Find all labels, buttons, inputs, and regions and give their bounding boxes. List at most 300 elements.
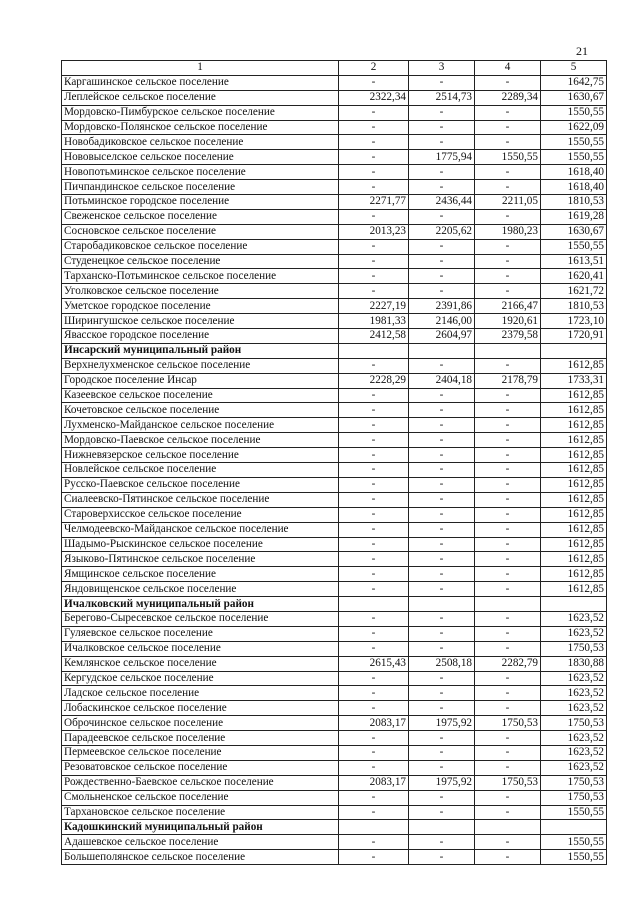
- value-col4-cell: -: [475, 358, 541, 373]
- value-col5-cell: 1612,85: [541, 582, 607, 597]
- value-col4-cell: -: [475, 567, 541, 582]
- table-row: [62, 745, 607, 760]
- table-row: [62, 463, 607, 478]
- value-col3-cell: 1975,92: [409, 716, 475, 731]
- table-row: [62, 239, 607, 254]
- table-row: [62, 731, 607, 746]
- table-row: [62, 299, 607, 314]
- value-col5-cell: 1810,53: [541, 299, 607, 314]
- value-col3-cell: -: [409, 120, 475, 135]
- settlement-name-cell: Уметское городское поселение: [62, 299, 339, 314]
- value-col5-cell: 1550,55: [541, 105, 607, 120]
- value-col5-cell: 1733,31: [541, 373, 607, 388]
- value-col4-cell: -: [475, 582, 541, 597]
- value-col2-cell: -: [339, 611, 409, 626]
- settlement-name-cell: Рождественно-Баевское сельское поселение: [62, 775, 339, 790]
- value-col5-cell: 1613,51: [541, 254, 607, 269]
- value-col5-cell: 1618,40: [541, 165, 607, 180]
- value-col3-cell: -: [409, 180, 475, 195]
- section-header-row: [62, 597, 607, 612]
- value-col5-cell: 1612,85: [541, 433, 607, 448]
- value-col5-cell: 1550,55: [541, 835, 607, 850]
- value-col5-cell: 1612,85: [541, 492, 607, 507]
- value-col4-cell: -: [475, 254, 541, 269]
- value-col2-cell: -: [339, 150, 409, 165]
- value-col5-cell: 1612,85: [541, 507, 607, 522]
- table-row: [62, 433, 607, 448]
- value-col5-cell: 1810,53: [541, 195, 607, 210]
- value-col2-cell: -: [339, 418, 409, 433]
- settlement-name-cell: Ямщинское сельское поселение: [62, 567, 339, 582]
- settlement-name-cell: Тарханско-Потьминское сельское поселение: [62, 269, 339, 284]
- value-col4-cell: 1750,53: [475, 716, 541, 731]
- value-col4-cell: 2289,34: [475, 90, 541, 105]
- value-col4-cell: -: [475, 835, 541, 850]
- value-col2-cell: -: [339, 448, 409, 463]
- settlement-name-cell: Сиалеевско-Пятинское сельское поселение: [62, 492, 339, 507]
- value-col2-cell: [339, 597, 409, 612]
- value-col5-cell: 1612,85: [541, 418, 607, 433]
- section-header-row: [62, 343, 607, 358]
- value-col4-cell: -: [475, 418, 541, 433]
- settlement-name-cell: Резоватовское сельское поселение: [62, 760, 339, 775]
- value-col5-cell: 1630,67: [541, 224, 607, 239]
- value-col5-cell: 1612,85: [541, 448, 607, 463]
- value-col3-cell: 2436,44: [409, 195, 475, 210]
- settlement-name-cell: Ичалковский муниципальный район: [62, 597, 339, 612]
- value-col2-cell: -: [339, 284, 409, 299]
- value-col3-cell: -: [409, 135, 475, 150]
- table-row: [62, 686, 607, 701]
- value-col4-cell: 2379,58: [475, 329, 541, 344]
- value-col4-cell: -: [475, 180, 541, 195]
- settlement-name-cell: Шадымо-Рыскинское сельское поселение: [62, 537, 339, 552]
- table-row: [62, 656, 607, 671]
- value-col4-cell: -: [475, 284, 541, 299]
- value-col4-cell: 2211,05: [475, 195, 541, 210]
- settlement-name-cell: Леплейское сельское поселение: [62, 90, 339, 105]
- table-body: [62, 75, 607, 864]
- table-row: [62, 403, 607, 418]
- settlement-name-cell: Ладское сельское поселение: [62, 686, 339, 701]
- value-col3-cell: -: [409, 552, 475, 567]
- value-col4-cell: -: [475, 477, 541, 492]
- value-col2-cell: [339, 820, 409, 835]
- table-row: [62, 358, 607, 373]
- value-col5-cell: 1750,53: [541, 716, 607, 731]
- table-row: [62, 522, 607, 537]
- settlement-name-cell: Кемлянское сельское поселение: [62, 656, 339, 671]
- value-col2-cell: -: [339, 239, 409, 254]
- value-col2-cell: -: [339, 403, 409, 418]
- value-col5-cell: 1612,85: [541, 552, 607, 567]
- value-col3-cell: -: [409, 358, 475, 373]
- value-col4-cell: -: [475, 507, 541, 522]
- value-col4-cell: -: [475, 537, 541, 552]
- value-col4-cell: -: [475, 165, 541, 180]
- value-col5-cell: 1750,53: [541, 641, 607, 656]
- table-row: [62, 269, 607, 284]
- value-col2-cell: -: [339, 760, 409, 775]
- value-col3-cell: -: [409, 790, 475, 805]
- table-row: [62, 582, 607, 597]
- value-col2-cell: -: [339, 850, 409, 865]
- table-row: [62, 388, 607, 403]
- settlement-name-cell: Мордовско-Паевское сельское поселение: [62, 433, 339, 448]
- table-row: [62, 105, 607, 120]
- value-col3-cell: -: [409, 105, 475, 120]
- value-col3-cell: -: [409, 284, 475, 299]
- settlement-name-cell: Кергудское сельское поселение: [62, 671, 339, 686]
- table-row: [62, 195, 607, 210]
- settlement-name-cell: Казеевское сельское поселение: [62, 388, 339, 403]
- value-col3-cell: 2205,62: [409, 224, 475, 239]
- table-row: [62, 775, 607, 790]
- table-row: [62, 90, 607, 105]
- settlement-name-cell: Тархановское сельское поселение: [62, 805, 339, 820]
- settlement-name-cell: Берегово-Сыресевское сельское поселение: [62, 611, 339, 626]
- value-col5-cell: 1623,52: [541, 760, 607, 775]
- value-col5-cell: 1750,53: [541, 775, 607, 790]
- value-col5-cell: 1550,55: [541, 850, 607, 865]
- table-row: [62, 716, 607, 731]
- table-row: [62, 805, 607, 820]
- table-row: [62, 537, 607, 552]
- value-col2-cell: -: [339, 165, 409, 180]
- value-col2-cell: -: [339, 671, 409, 686]
- value-col5-cell: 1550,55: [541, 135, 607, 150]
- value-col5-cell: 1612,85: [541, 403, 607, 418]
- value-col3-cell: -: [409, 418, 475, 433]
- settlement-name-cell: Потьминское городское поселение: [62, 195, 339, 210]
- value-col4-cell: 2166,47: [475, 299, 541, 314]
- page-number: 21: [576, 44, 588, 58]
- value-col5-cell: 1619,28: [541, 209, 607, 224]
- settlement-name-cell: Уголковское сельское поселение: [62, 284, 339, 299]
- value-col3-cell: -: [409, 611, 475, 626]
- table-row: [62, 448, 607, 463]
- value-col2-cell: -: [339, 477, 409, 492]
- value-col4-cell: -: [475, 269, 541, 284]
- value-col3-cell: -: [409, 567, 475, 582]
- value-col2-cell: -: [339, 522, 409, 537]
- value-col5-cell: 1550,55: [541, 150, 607, 165]
- value-col3-cell: -: [409, 492, 475, 507]
- table-row: [62, 671, 607, 686]
- settlement-name-cell: Оброчинское сельское поселение: [62, 716, 339, 731]
- value-col3-cell: -: [409, 254, 475, 269]
- settlement-name-cell: Верхнелухменское сельское поселение: [62, 358, 339, 373]
- value-col3-cell: -: [409, 835, 475, 850]
- value-col4-cell: 1550,55: [475, 150, 541, 165]
- value-col2-cell: -: [339, 358, 409, 373]
- settlement-name-cell: Городское поселение Инсар: [62, 373, 339, 388]
- table-row: [62, 835, 607, 850]
- value-col4-cell: -: [475, 731, 541, 746]
- settlement-name-cell: Староверхисское сельское поселение: [62, 507, 339, 522]
- settlement-name-cell: Сосновское сельское поселение: [62, 224, 339, 239]
- value-col2-cell: -: [339, 254, 409, 269]
- value-col3-cell: -: [409, 433, 475, 448]
- settlement-name-cell: Пичпандинское сельское поселение: [62, 180, 339, 195]
- settlement-name-cell: Парадеевское сельское поселение: [62, 731, 339, 746]
- settlement-name-cell: Челмодеевско-Майданское сельское поселение: [62, 522, 339, 537]
- column-header-2: 2: [339, 61, 409, 76]
- value-col5-cell: 1720,91: [541, 329, 607, 344]
- value-col5-cell: 1750,53: [541, 790, 607, 805]
- table-row: [62, 611, 607, 626]
- value-col5-cell: [541, 597, 607, 612]
- settlement-name-cell: Мордовско-Полянское сельское поселение: [62, 120, 339, 135]
- value-col4-cell: -: [475, 686, 541, 701]
- value-col2-cell: 2227,19: [339, 299, 409, 314]
- value-col5-cell: 1618,40: [541, 180, 607, 195]
- value-col2-cell: -: [339, 492, 409, 507]
- value-col3-cell: -: [409, 731, 475, 746]
- table-row: [62, 850, 607, 865]
- value-col3-cell: -: [409, 626, 475, 641]
- value-col5-cell: 1550,55: [541, 805, 607, 820]
- value-col3-cell: -: [409, 75, 475, 90]
- value-col3-cell: 2604,97: [409, 329, 475, 344]
- table-row: [62, 760, 607, 775]
- settlement-name-cell: Явасское городское поселение: [62, 329, 339, 344]
- value-col2-cell: -: [339, 105, 409, 120]
- table-row: [62, 701, 607, 716]
- settlement-name-cell: Ичалковское сельское поселение: [62, 641, 339, 656]
- settlement-name-cell: Мордовско-Пимбурское сельское поселение: [62, 105, 339, 120]
- column-header-4: 4: [475, 61, 541, 76]
- table-row: [62, 150, 607, 165]
- value-col4-cell: -: [475, 641, 541, 656]
- value-col3-cell: -: [409, 537, 475, 552]
- value-col4-cell: 1750,53: [475, 775, 541, 790]
- settlement-name-cell: Студенецкое сельское поселение: [62, 254, 339, 269]
- value-col4-cell: -: [475, 790, 541, 805]
- table-header-row: [62, 61, 607, 76]
- value-col3-cell: -: [409, 403, 475, 418]
- settlement-name-cell: Старобадиковское сельское поселение: [62, 239, 339, 254]
- section-header-row: [62, 820, 607, 835]
- value-col3-cell: -: [409, 165, 475, 180]
- value-col5-cell: 1620,41: [541, 269, 607, 284]
- settlement-name-cell: Смольненское сельское поселение: [62, 790, 339, 805]
- value-col5-cell: 1550,55: [541, 239, 607, 254]
- value-col5-cell: 1623,52: [541, 701, 607, 716]
- value-col3-cell: 2391,86: [409, 299, 475, 314]
- value-col2-cell: -: [339, 209, 409, 224]
- value-col3-cell: -: [409, 448, 475, 463]
- settlement-name-cell: Ширингушское сельское поселение: [62, 314, 339, 329]
- value-col4-cell: -: [475, 463, 541, 478]
- value-col5-cell: 1612,85: [541, 537, 607, 552]
- settlement-name-cell: Адашевское сельское поселение: [62, 835, 339, 850]
- value-col5-cell: 1623,52: [541, 731, 607, 746]
- value-col4-cell: 2282,79: [475, 656, 541, 671]
- settlement-name-cell: Кадошкинский муниципальный район: [62, 820, 339, 835]
- settlement-name-cell: Нижневязерское сельское поселение: [62, 448, 339, 463]
- value-col3-cell: -: [409, 209, 475, 224]
- value-col2-cell: 2615,43: [339, 656, 409, 671]
- value-col3-cell: -: [409, 507, 475, 522]
- value-col2-cell: -: [339, 537, 409, 552]
- table-row: [62, 224, 607, 239]
- value-col2-cell: -: [339, 180, 409, 195]
- value-col4-cell: 2178,79: [475, 373, 541, 388]
- value-col3-cell: -: [409, 760, 475, 775]
- table-row: [62, 120, 607, 135]
- value-col4-cell: -: [475, 701, 541, 716]
- value-col5-cell: 1612,85: [541, 358, 607, 373]
- value-col2-cell: -: [339, 507, 409, 522]
- value-col4-cell: -: [475, 745, 541, 760]
- value-col2-cell: -: [339, 686, 409, 701]
- value-col3-cell: -: [409, 239, 475, 254]
- value-col2-cell: 2412,58: [339, 329, 409, 344]
- value-col3-cell: 2508,18: [409, 656, 475, 671]
- table-row: [62, 567, 607, 582]
- value-col2-cell: 2322,34: [339, 90, 409, 105]
- value-col2-cell: -: [339, 731, 409, 746]
- value-col4-cell: [475, 343, 541, 358]
- table-row: [62, 135, 607, 150]
- value-col5-cell: 1621,72: [541, 284, 607, 299]
- value-col3-cell: 2404,18: [409, 373, 475, 388]
- table-row: [62, 552, 607, 567]
- settlement-name-cell: Большеполянское сельское поселение: [62, 850, 339, 865]
- value-col2-cell: 2083,17: [339, 775, 409, 790]
- value-col3-cell: -: [409, 522, 475, 537]
- value-col2-cell: -: [339, 790, 409, 805]
- settlement-name-cell: Гуляевское сельское поселение: [62, 626, 339, 641]
- value-col2-cell: -: [339, 75, 409, 90]
- value-col2-cell: -: [339, 552, 409, 567]
- table-row: [62, 641, 607, 656]
- value-col2-cell: -: [339, 135, 409, 150]
- value-col4-cell: -: [475, 626, 541, 641]
- value-col5-cell: 1642,75: [541, 75, 607, 90]
- value-col3-cell: [409, 820, 475, 835]
- value-col3-cell: 1775,94: [409, 150, 475, 165]
- value-col2-cell: -: [339, 626, 409, 641]
- table-row: [62, 180, 607, 195]
- table-row: [62, 626, 607, 641]
- value-col4-cell: [475, 597, 541, 612]
- value-col3-cell: 2514,73: [409, 90, 475, 105]
- value-col5-cell: 1612,85: [541, 477, 607, 492]
- value-col3-cell: -: [409, 850, 475, 865]
- value-col2-cell: 2013,23: [339, 224, 409, 239]
- value-col3-cell: -: [409, 745, 475, 760]
- value-col4-cell: -: [475, 850, 541, 865]
- value-col4-cell: -: [475, 239, 541, 254]
- value-col3-cell: -: [409, 477, 475, 492]
- table-row: [62, 314, 607, 329]
- value-col4-cell: -: [475, 209, 541, 224]
- value-col3-cell: 1975,92: [409, 775, 475, 790]
- settlement-name-cell: Лухменско-Майданское сельское поселение: [62, 418, 339, 433]
- table-row: [62, 477, 607, 492]
- value-col3-cell: -: [409, 269, 475, 284]
- value-col4-cell: -: [475, 552, 541, 567]
- value-col4-cell: -: [475, 760, 541, 775]
- value-col5-cell: 1630,67: [541, 90, 607, 105]
- value-col4-cell: -: [475, 105, 541, 120]
- value-col5-cell: 1623,52: [541, 611, 607, 626]
- value-col2-cell: -: [339, 701, 409, 716]
- value-col4-cell: -: [475, 75, 541, 90]
- value-col5-cell: 1612,85: [541, 388, 607, 403]
- value-col2-cell: -: [339, 433, 409, 448]
- settlement-name-cell: Новобадиковское сельское поселение: [62, 135, 339, 150]
- settlement-name-cell: Свеженское сельское поселение: [62, 209, 339, 224]
- table-row: [62, 492, 607, 507]
- value-col5-cell: 1612,85: [541, 463, 607, 478]
- value-col4-cell: -: [475, 671, 541, 686]
- settlement-name-cell: Кочетовское сельское поселение: [62, 403, 339, 418]
- value-col2-cell: 2083,17: [339, 716, 409, 731]
- value-col4-cell: 1920,61: [475, 314, 541, 329]
- value-col5-cell: 1623,52: [541, 686, 607, 701]
- value-col2-cell: -: [339, 835, 409, 850]
- table-row: [62, 209, 607, 224]
- value-col2-cell: 2228,29: [339, 373, 409, 388]
- value-col3-cell: -: [409, 671, 475, 686]
- value-col3-cell: -: [409, 701, 475, 716]
- value-col2-cell: -: [339, 269, 409, 284]
- value-col2-cell: -: [339, 388, 409, 403]
- value-col5-cell: [541, 343, 607, 358]
- value-col5-cell: 1623,52: [541, 626, 607, 641]
- settlement-name-cell: Лобаскинское сельское поселение: [62, 701, 339, 716]
- value-col4-cell: [475, 820, 541, 835]
- settlement-name-cell: Языково-Пятинское сельское поселение: [62, 552, 339, 567]
- value-col3-cell: -: [409, 641, 475, 656]
- settlement-name-cell: Нововыселское сельское поселение: [62, 150, 339, 165]
- value-col3-cell: -: [409, 805, 475, 820]
- table-row: [62, 790, 607, 805]
- value-col2-cell: [339, 343, 409, 358]
- value-col2-cell: -: [339, 582, 409, 597]
- value-col5-cell: 1612,85: [541, 567, 607, 582]
- value-col2-cell: -: [339, 805, 409, 820]
- value-col5-cell: 1830,88: [541, 656, 607, 671]
- value-col2-cell: -: [339, 567, 409, 582]
- table-row: [62, 507, 607, 522]
- value-col4-cell: -: [475, 805, 541, 820]
- settlement-name-cell: Инсарский муниципальный район: [62, 343, 339, 358]
- settlement-name-cell: Новопотьминское сельское поселение: [62, 165, 339, 180]
- value-col2-cell: 1981,33: [339, 314, 409, 329]
- value-col5-cell: [541, 820, 607, 835]
- table-row: [62, 165, 607, 180]
- table-row: [62, 329, 607, 344]
- value-col4-cell: 1980,23: [475, 224, 541, 239]
- value-col2-cell: -: [339, 120, 409, 135]
- value-col3-cell: 2146,00: [409, 314, 475, 329]
- table-row: [62, 373, 607, 388]
- table-row: [62, 418, 607, 433]
- value-col5-cell: 1623,52: [541, 745, 607, 760]
- value-col2-cell: -: [339, 463, 409, 478]
- value-col4-cell: -: [475, 611, 541, 626]
- value-col3-cell: [409, 597, 475, 612]
- value-col4-cell: -: [475, 135, 541, 150]
- value-col4-cell: -: [475, 388, 541, 403]
- settlement-name-cell: Яндовищенское сельское поселение: [62, 582, 339, 597]
- value-col4-cell: -: [475, 433, 541, 448]
- value-col5-cell: 1612,85: [541, 522, 607, 537]
